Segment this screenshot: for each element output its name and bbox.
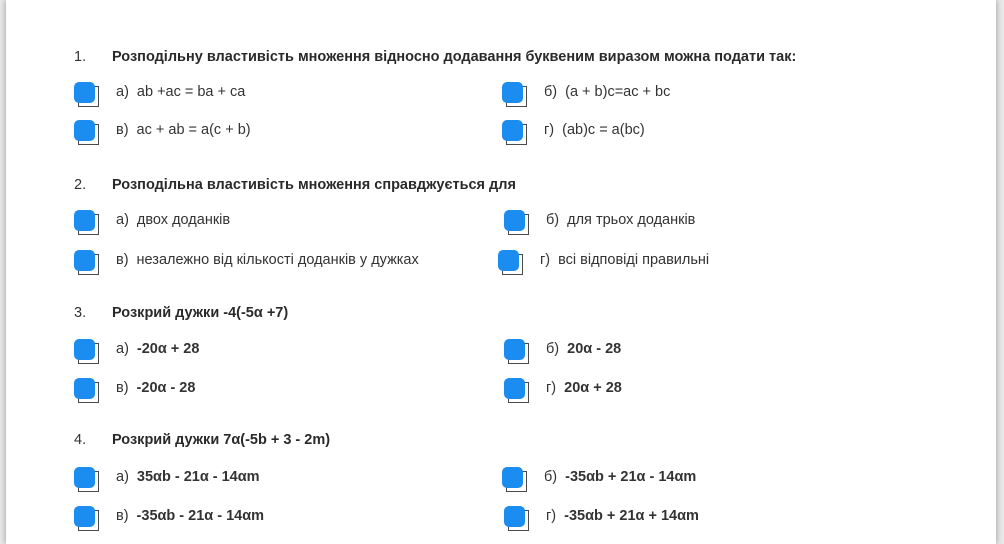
option-letter: в) — [116, 508, 129, 524]
answer-checkbox[interactable] — [504, 506, 524, 526]
option-letter: г) — [546, 508, 557, 524]
q2-option-g[interactable] — [498, 250, 709, 270]
option-letter: а) — [116, 341, 129, 357]
question-text: Розподільну властивість множення відносно додавання буквеним виразом можна подати так: — [112, 49, 797, 65]
option-letter: а) — [116, 84, 129, 100]
answer-checkbox[interactable] — [74, 506, 94, 526]
option-letter: а) — [116, 212, 129, 228]
option-letter: б) — [544, 84, 558, 100]
answer-checkbox[interactable] — [74, 210, 94, 230]
answer-checkbox[interactable] — [502, 82, 522, 102]
question-text: Розкрий дужки 7α(-5b + 3 - 2m) — [112, 432, 331, 448]
question-number: 2. — [74, 177, 87, 193]
q3-option-g[interactable] — [504, 378, 622, 398]
option-letter: г) — [540, 252, 551, 268]
q2-option-b[interactable] — [504, 210, 695, 230]
option-letter: б) — [544, 469, 558, 485]
question-3-title — [74, 305, 288, 321]
option-letter: б) — [546, 212, 560, 228]
answer-checkbox[interactable] — [74, 378, 94, 398]
q4-option-a[interactable] — [74, 467, 260, 487]
question-2-title — [74, 177, 516, 193]
question-text: Розкрий дужки -4(-5α +7) — [112, 305, 289, 321]
option-letter: в) — [116, 122, 129, 138]
option-text: незалежно від кількості доданків у дужках — [136, 252, 419, 268]
question-number: 1. — [74, 49, 87, 65]
q1-option-b[interactable] — [502, 82, 670, 102]
q1-option-v[interactable] — [74, 120, 251, 140]
answer-checkbox[interactable] — [504, 339, 524, 359]
option-text: всі відповіді правильні — [558, 252, 710, 268]
option-letter: г) — [546, 380, 557, 396]
question-number: 4. — [74, 432, 87, 448]
option-letter: б) — [546, 341, 560, 357]
option-text: 20α - 28 — [567, 341, 622, 357]
q1-option-a[interactable] — [74, 82, 245, 102]
q3-option-b[interactable] — [504, 339, 621, 359]
answer-checkbox[interactable] — [504, 210, 524, 230]
answer-checkbox[interactable] — [74, 250, 94, 270]
option-text: (a + b)c=ac + bc — [565, 84, 671, 100]
option-text: -35αb + 21α - 14αm — [565, 469, 697, 485]
answer-checkbox[interactable] — [74, 339, 94, 359]
option-text: -20α + 28 — [136, 341, 200, 357]
option-text: для трьох доданків — [567, 212, 696, 228]
q3-option-v[interactable] — [74, 378, 195, 398]
answer-checkbox[interactable] — [504, 378, 524, 398]
question-1-title — [74, 49, 796, 65]
answer-checkbox[interactable] — [74, 467, 94, 487]
worksheet-page — [6, 0, 996, 544]
option-text: -35αb + 21α + 14αm — [564, 508, 699, 524]
answer-checkbox[interactable] — [502, 467, 522, 487]
option-text: ab +ac = ba + ca — [136, 84, 246, 100]
option-text: -20α - 28 — [136, 380, 196, 396]
option-text: двох доданків — [136, 212, 231, 228]
question-number: 3. — [74, 305, 87, 321]
answer-checkbox[interactable] — [74, 120, 94, 140]
option-text: 20α + 28 — [564, 380, 622, 396]
option-text: 35αb - 21α - 14αm — [136, 469, 260, 485]
q3-option-a[interactable] — [74, 339, 199, 359]
answer-checkbox[interactable] — [74, 82, 94, 102]
q4-option-b[interactable] — [502, 467, 696, 487]
question-4-title — [74, 432, 330, 448]
option-letter: г) — [544, 122, 555, 138]
option-letter: в) — [116, 252, 129, 268]
q2-option-a[interactable] — [74, 210, 230, 230]
q2-option-v[interactable] — [74, 250, 419, 270]
question-text: Розподільна властивість множення справджується для — [112, 177, 516, 193]
option-text: (ab)c = a(bc) — [562, 122, 645, 138]
option-text: -35αb - 21α - 14αm — [136, 508, 265, 524]
answer-checkbox[interactable] — [498, 250, 518, 270]
option-text: ac + ab = a(c + b) — [136, 122, 251, 138]
q4-option-g[interactable] — [504, 506, 699, 526]
answer-checkbox[interactable] — [502, 120, 522, 140]
q1-option-g[interactable] — [502, 120, 645, 140]
option-letter: в) — [116, 380, 129, 396]
option-letter: а) — [116, 469, 129, 485]
q4-option-v[interactable] — [74, 506, 264, 526]
